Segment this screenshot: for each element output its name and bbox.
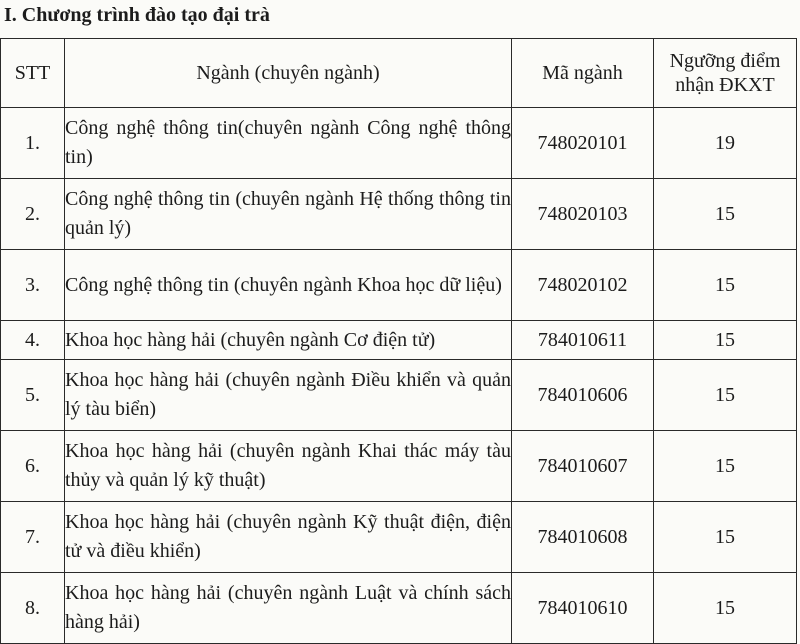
row-stt: 8. [1,573,65,644]
row-stt: 5. [1,360,65,431]
header-threshold-line1: Ngưỡng điểm [669,50,781,72]
row-major-name: Công nghệ thông tin (chuyên ngành Khoa học dữ liệu) [65,250,512,321]
table-row [1,431,797,502]
row-major-name: Công nghệ thông tin (chuyên ngành Hệ thống thông tin quản lý) [65,179,512,250]
row-major-name: Công nghệ thông tin(chuyên ngành Công nghệ thông tin) [65,108,512,179]
row-stt: 6. [1,431,65,502]
row-threshold-score: 15 [654,502,797,573]
row-threshold-score: 19 [654,108,797,179]
row-stt: 2. [1,179,65,250]
table-row [1,573,797,644]
section-title: I. Chương trình đào tạo đại trà [4,4,270,26]
header-stt: STT [1,39,65,108]
table-row [1,502,797,573]
table-row [1,179,797,250]
row-stt: 7. [1,502,65,573]
row-major-code: 784010606 [512,360,654,431]
row-major-code: 748020102 [512,250,654,321]
table-header-row [1,39,797,108]
row-major-name: Khoa học hàng hải (chuyên ngành Luật và chính sách hàng hải) [65,573,512,644]
table-row [1,360,797,431]
row-threshold-score: 15 [654,573,797,644]
row-threshold-score: 15 [654,179,797,250]
row-stt: 4. [1,321,65,360]
header-major-code: Mã ngành [512,39,654,108]
table-row [1,321,797,360]
row-major-code: 784010608 [512,502,654,573]
row-major-code: 784010611 [512,321,654,360]
row-major-name: Khoa học hàng hải (chuyên ngành Điều khiển và quản lý tàu biển) [65,360,512,431]
table-row [1,108,797,179]
row-major-name: Khoa học hàng hải (chuyên ngành Cơ điện tử) [65,321,512,360]
row-threshold-score: 15 [654,250,797,321]
row-stt: 1. [1,108,65,179]
table-row [1,250,797,321]
header-threshold-line2: nhận ĐKXT [675,74,775,96]
row-major-name: Khoa học hàng hải (chuyên ngành Kỹ thuật điện, điện tử và điều khiển) [65,502,512,573]
row-threshold-score: 15 [654,431,797,502]
row-major-code: 748020103 [512,179,654,250]
header-threshold [654,39,797,108]
row-major-code: 784010610 [512,573,654,644]
row-major-name: Khoa học hàng hải (chuyên ngành Khai thác máy tàu thủy và quản lý kỹ thuật) [65,431,512,502]
admission-threshold-table [0,38,797,644]
row-stt: 3. [1,250,65,321]
row-major-code: 784010607 [512,431,654,502]
header-major: Ngành (chuyên ngành) [65,39,512,108]
row-major-code: 748020101 [512,108,654,179]
row-threshold-score: 15 [654,360,797,431]
row-threshold-score: 15 [654,321,797,360]
